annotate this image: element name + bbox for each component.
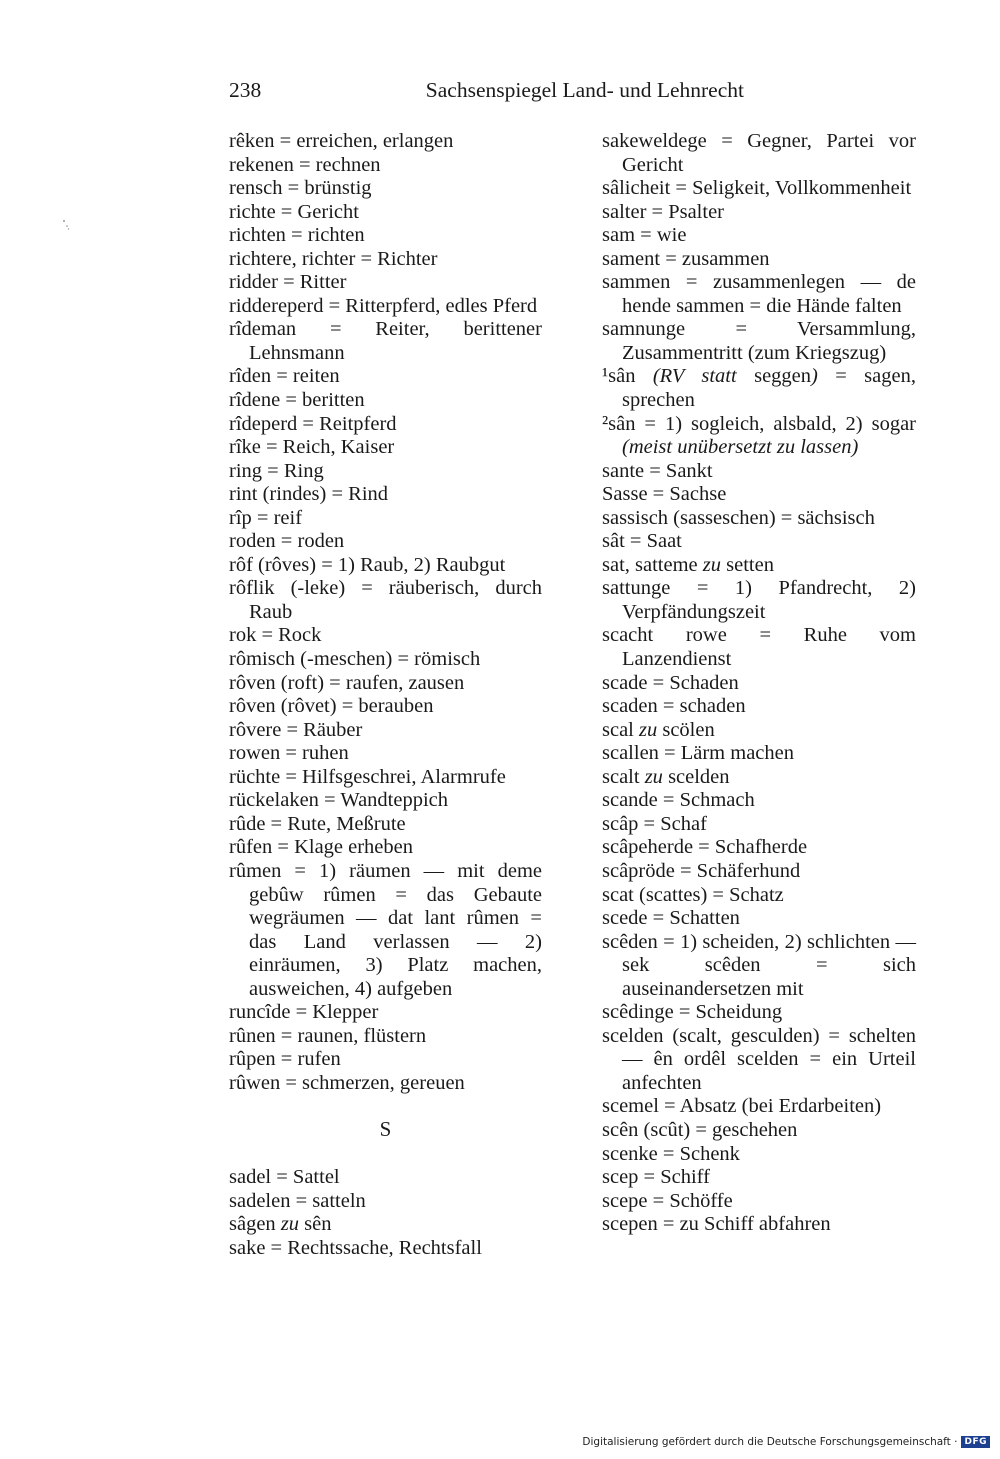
left-entries (229, 130, 542, 1095)
entry-text: sattunge = 1) Pfandrecht, 2) Verpfändungszeit (602, 577, 916, 623)
glossary-entry (602, 1095, 916, 1119)
glossary-entry (229, 624, 542, 648)
glossary-entry (229, 295, 542, 319)
glossary-entry (229, 1213, 542, 1237)
glossary-entry (229, 577, 542, 624)
glossary-entry (602, 884, 916, 908)
entry-text: rîdeperd = Reitpferd (229, 412, 397, 435)
glossary-entry (229, 1001, 542, 1025)
section-letter: S (379, 1117, 392, 1142)
glossary-entry (602, 907, 916, 931)
glossary-entry (602, 789, 916, 813)
glossary-entry (602, 130, 916, 177)
glossary-entry (602, 177, 916, 201)
entry-text: rûfen = Klage erheben (229, 836, 414, 859)
glossary-entry (602, 413, 916, 460)
glossary-entry (602, 695, 916, 719)
glossary-entry (229, 672, 542, 696)
glossary-entry (602, 1119, 916, 1143)
glossary-entry (602, 672, 916, 696)
glossary-entry (602, 931, 916, 1002)
glossary-entry (229, 695, 542, 719)
glossary-entry (229, 1237, 542, 1261)
entry-text: sât = Saat (602, 530, 682, 553)
entry-text: scande = Schmach (602, 789, 755, 812)
glossary-entry (229, 530, 542, 554)
glossary-entry (602, 860, 916, 884)
entry-text: rôven (roft) = raufen, zausen (229, 671, 465, 694)
glossary-entry (229, 719, 542, 743)
glossary-entry (602, 1190, 916, 1214)
glossary-entry (229, 742, 542, 766)
entry-text: sammen = zusammenlegen — de hende sammen = die Hände falten (602, 271, 916, 317)
glossary-entry (229, 365, 542, 389)
entry-text: setten (721, 553, 774, 576)
entry-text: scepe = Schöffe (602, 1189, 733, 1212)
footer-text: Digitalisierung gefördert durch die Deutsche Forschungsgemeinschaft · (582, 1436, 958, 1448)
glossary-entry (602, 1166, 916, 1190)
glossary-entry (229, 201, 542, 225)
glossary-entry (229, 813, 542, 837)
left-s-entries (229, 1166, 542, 1260)
glossary-entry (229, 460, 542, 484)
entry-text: rüchte = Hilfsgeschrei, Alarmrufe (229, 765, 506, 788)
glossary-entry (229, 1025, 542, 1049)
entry-text: rêken = erreichen, erlangen (229, 130, 454, 152)
entry-italic-text: zu (639, 718, 658, 741)
entry-text: rint (rindes) = Rind (229, 483, 389, 506)
entry-italic-text: zu (644, 765, 663, 788)
glossary-entry (229, 554, 542, 578)
entry-text: scelden (662, 765, 730, 788)
entry-text: rôflik (-leke) = räuberisch, durch Raub (229, 577, 542, 623)
entry-text: scemel = Absatz (bei Erdarbeiten) (602, 1095, 882, 1118)
glossary-entry (229, 507, 542, 531)
glossary-entry (602, 813, 916, 837)
glossary-entry (229, 130, 542, 154)
entry-text: sên (299, 1213, 332, 1236)
glossary-entry (229, 648, 542, 672)
glossary-entry (602, 365, 916, 412)
entry-text: riddereperd = Ritterpferd, edles Pferd (229, 294, 538, 317)
glossary-entry (602, 742, 916, 766)
entry-text: sadelen = satteln (229, 1189, 366, 1212)
glossary-entry (602, 1001, 916, 1025)
entry-text: rok = Rock (229, 624, 322, 647)
glossary-entry (229, 389, 542, 413)
glossary-entry (602, 507, 916, 531)
entry-text: rûpen = rufen (229, 1048, 341, 1071)
entry-text: rûwen = schmerzen, gereuen (229, 1071, 465, 1094)
glossary-entry (602, 460, 916, 484)
entry-text: sante = Sankt (602, 459, 713, 482)
dfg-logo: DFG (961, 1436, 990, 1448)
glossary-entry (229, 271, 542, 295)
glossary-entry (229, 766, 542, 790)
glossary-entry (602, 836, 916, 860)
entry-text: ¹sân (602, 365, 653, 388)
entry-text: scepen = zu Schiff abfahren (602, 1213, 831, 1236)
page-number: 238 (229, 78, 262, 102)
entry-text: sament = zusammen (602, 247, 770, 270)
entry-text: scêden = 1) scheiden, 2) schlichten — sek scêden = sich auseinandersetzen mit (602, 930, 916, 1000)
entry-text: rûmen = 1) räumen — mit deme gebûw rûmen = das Gebaute wegräumen — dat lant rûmen = das Land verlassen — 2) einräumen, 3) Platz machen, ausweichen, 4) aufgeben (229, 859, 542, 1000)
glossary-entry (602, 624, 916, 671)
glossary-entry (602, 530, 916, 554)
entry-text: rôven (rôvet) = berauben (229, 695, 434, 718)
glossary-entry (602, 766, 916, 790)
entry-text: rîdene = beritten (229, 389, 365, 412)
glossary-entry (602, 577, 916, 624)
entry-text: rûde = Rute, Meßrute (229, 812, 406, 835)
entry-text: sâlicheit = Seligkeit, Vollkommenheit (602, 177, 912, 200)
glossary-entry (229, 1048, 542, 1072)
left-column (229, 130, 542, 1260)
running-title: Sachsenspiegel Land- und Lehnrecht (425, 78, 744, 102)
glossary-entry (229, 483, 542, 507)
entry-text: scêdinge = Scheidung (602, 1001, 783, 1024)
entry-text: richtere, richter = Richter (229, 247, 438, 270)
entry-text: rîdeman = Reiter, berittener Lehnsmann (229, 318, 542, 364)
entry-text: scên (scût) = geschehen (602, 1118, 798, 1141)
right-column (602, 130, 916, 1237)
entry-italic-text: (RV statt (652, 365, 737, 388)
entry-text: ring = Ring (229, 459, 324, 482)
glossary-entry (602, 201, 916, 225)
entry-text: rôf (rôves) = 1) Raub, 2) Raubgut (229, 553, 506, 576)
entry-text: sakeweldege = Gegner, Partei vor Gericht (602, 130, 916, 176)
footer (582, 1436, 990, 1448)
entry-text: rîke = Reich, Kaiser (229, 436, 395, 459)
entry-text: rowen = ruhen (229, 742, 349, 765)
entry-text: ridder = Ritter (229, 271, 347, 294)
glossary-entry (229, 177, 542, 201)
glossary-entry (229, 224, 542, 248)
entry-text: scede = Schatten (602, 907, 740, 930)
entry-text: scade = Schaden (602, 671, 739, 694)
glossary-entry (229, 436, 542, 460)
glossary-entry (229, 789, 542, 813)
glossary-entry (229, 1190, 542, 1214)
glossary-entry (229, 318, 542, 365)
entry-text: salter = Psalter (602, 200, 724, 223)
entry-text: rôvere = Räuber (229, 718, 363, 741)
glossary-entry (229, 413, 542, 437)
glossary-entry (602, 248, 916, 272)
right-entries (602, 130, 916, 1237)
glossary-entry (602, 271, 916, 318)
glossary-entry (602, 318, 916, 365)
entry-text: sam = wie (602, 224, 687, 247)
entry-text: scâpeherde = Schafherde (602, 836, 808, 859)
entry-text: samnunge = Versammlung, Zusammentritt (zum Kriegszug) (602, 318, 916, 364)
entry-italic-text: (meist unübersetzt zu lassen) (622, 436, 859, 459)
glossary-entry (602, 1213, 916, 1237)
entry-text: scenke = Schenk (602, 1142, 740, 1165)
entry-text: scâpröde = Schäferhund (602, 859, 801, 882)
glossary-entry (229, 860, 542, 1001)
glossary-entry (602, 483, 916, 507)
entry-text: richte = Gericht (229, 200, 359, 223)
entry-text: ²sân = 1) sogleich, alsbald, 2) sogar (602, 412, 916, 435)
entry-text: scallen = Lärm machen (602, 742, 794, 765)
entry-text: rûnen = raunen, flüstern (229, 1024, 427, 1047)
entry-text: sake = Rechtssache, Rechtsfall (229, 1236, 482, 1259)
entry-text: scacht rowe = Ruhe vom Lanzendienst (602, 624, 916, 671)
entry-italic-text: zu (280, 1213, 300, 1236)
entry-text: sâgen (229, 1213, 281, 1236)
glossary-entry (602, 1025, 916, 1096)
entry-text: scelden (scalt, gesculden) = schelten — ên ordêl scelden = ein Urteil anfechten (602, 1024, 916, 1094)
glossary-entry (229, 1166, 542, 1190)
entry-text: rîp = reif (229, 506, 303, 529)
glossary-entry (602, 554, 916, 578)
entry-text: richten = richten (229, 224, 365, 247)
entry-text: = sagen, sprechen (622, 365, 916, 412)
entry-text: scep = Schiff (602, 1166, 710, 1189)
entry-text: scaden = schaden (602, 695, 746, 718)
page-header (229, 78, 744, 112)
glossary-entry (602, 719, 916, 743)
entry-text: sat, satteme (602, 553, 703, 576)
entry-italic-text: zu (702, 553, 721, 576)
entry-text: sassisch (sasseschen) = sächsisch (602, 506, 875, 529)
glossary-entry (602, 1143, 916, 1167)
entry-text: runcîde = Klepper (229, 1001, 379, 1024)
entry-text: rückelaken = Wandteppich (229, 789, 449, 812)
entry-text: scat (scattes) = Schatz (602, 883, 784, 906)
entry-text: seggen (736, 365, 812, 388)
entry-text: rekenen = rechnen (229, 153, 381, 176)
entry-text: sadel = Sattel (229, 1165, 340, 1188)
entry-text: roden = roden (229, 530, 345, 553)
entry-text: scâp = Schaf (602, 812, 707, 835)
glossary-entry (229, 836, 542, 860)
glossary-entry (229, 154, 542, 178)
glossary-entry (229, 248, 542, 272)
glossary-entry (229, 1072, 542, 1096)
entry-text: scölen (657, 718, 715, 741)
entry-text: rômisch (-meschen) = römisch (229, 648, 481, 671)
entry-text: rensch = brünstig (229, 177, 372, 200)
entry-text: Sasse = Sachse (602, 483, 727, 506)
entry-italic-text: ) (811, 365, 818, 388)
glossary-entry (602, 224, 916, 248)
entry-text: rîden = reiten (229, 365, 340, 388)
entry-text: scalt (602, 765, 645, 788)
scan-specks (62, 218, 70, 230)
entry-text: scal (602, 718, 639, 741)
